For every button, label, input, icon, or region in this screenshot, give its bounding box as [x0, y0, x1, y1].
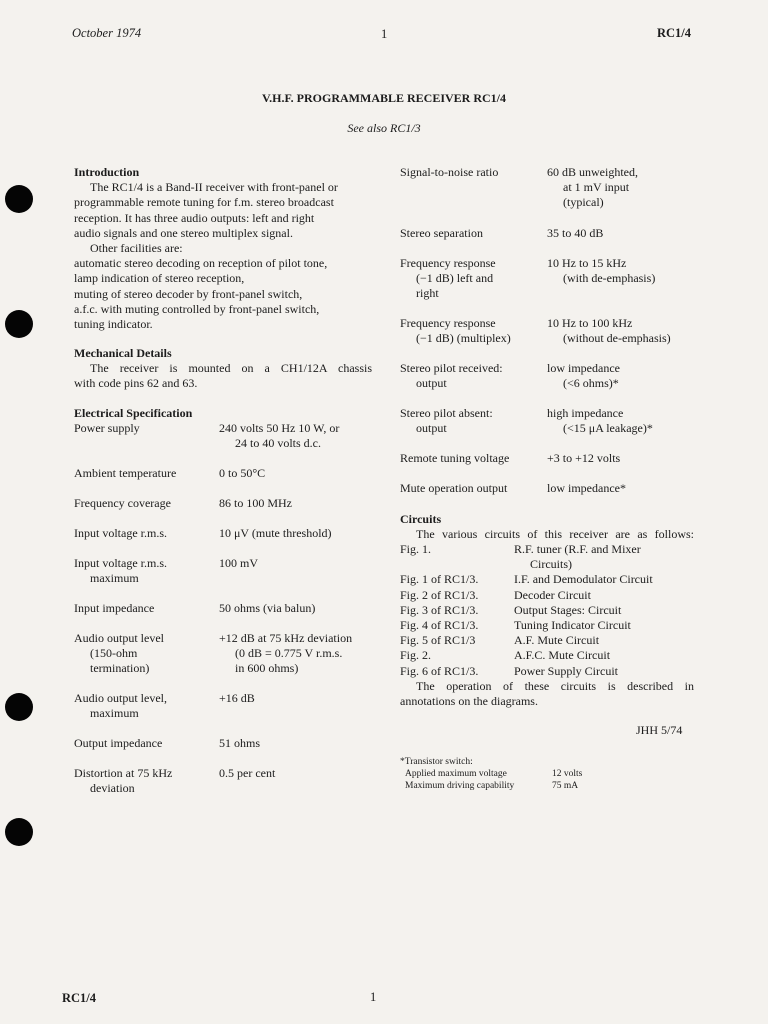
spec-value: [219, 631, 352, 677]
spec-label: [400, 361, 503, 391]
spec-label-line: maximum: [90, 706, 139, 721]
spec-label-line: Output impedance: [74, 736, 163, 750]
spec-value-line: +3 to +12 volts: [547, 451, 621, 465]
spec-value: [547, 316, 671, 346]
spec-value: [219, 466, 265, 481]
spec-label-line: right: [416, 286, 439, 301]
circuits-heading: Circuits: [400, 512, 442, 526]
introduction-heading: Introduction: [74, 165, 140, 179]
circuit-description: [514, 664, 618, 679]
spec-label: [74, 631, 164, 677]
spec-value-line: (<15 μA leakage)*: [563, 421, 653, 436]
circuit-description: [514, 648, 610, 663]
spec-label: [74, 691, 167, 721]
header-doc-code: RC1/4: [657, 26, 692, 40]
circuit-description: [514, 572, 653, 587]
spec-value-line: 35 to 40 dB: [547, 226, 604, 240]
facility-item: muting of stereo decoder by front-panel switch,: [74, 286, 303, 301]
circuit-description-line: A.F.C. Mute Circuit: [514, 648, 611, 663]
circuit-description-line: R.F. tuner (R.F. and Mixer: [514, 542, 641, 556]
header-page-number: 1: [381, 27, 388, 41]
intro-line: programmable remote tuning for f.m. stereo broadcast: [74, 195, 334, 210]
spec-label: [400, 406, 493, 436]
electrical-heading: Electrical Specification: [74, 406, 193, 420]
facility-item: automatic stereo decoding on reception of pilot tone,: [74, 256, 328, 271]
spec-label: [74, 556, 167, 586]
mechanical-heading: Mechanical Details: [74, 346, 172, 360]
spec-label-line: deviation: [90, 781, 135, 796]
spec-label: [74, 421, 140, 436]
spec-value-line: (without de-emphasis): [563, 331, 671, 346]
footnote-value: 75 mA: [552, 781, 579, 791]
circuit-description-line: Tuning Indicator Circuit: [514, 618, 631, 632]
spec-value: [219, 496, 292, 511]
spec-value-line: 51 ohms: [219, 736, 261, 750]
author-signature: JHH 5/74: [636, 723, 683, 737]
spec-label: [400, 481, 507, 496]
spec-label-line: Input voltage r.m.s.: [74, 556, 167, 570]
spec-label-line: Ambient temperature: [74, 466, 177, 480]
circuit-description: [514, 603, 621, 618]
document-title: V.H.F. PROGRAMMABLE RECEIVER RC1/4: [261, 91, 507, 105]
spec-label: [74, 736, 162, 751]
spec-label: [400, 451, 509, 466]
introduction-section: [74, 165, 372, 332]
punch-hole: [5, 310, 33, 338]
footnote-label: Applied maximum voltage: [405, 769, 507, 779]
spec-label-line: Remote tuning voltage: [400, 451, 510, 465]
spec-value: [219, 766, 275, 781]
spec-label-line: (−1 dB) left and: [416, 271, 494, 286]
intro-line: The RC1/4 is a Band-II receiver with front-panel or: [90, 180, 338, 195]
spec-label-line: Frequency response: [400, 316, 496, 330]
see-also-reference: See also RC1/3: [347, 121, 421, 135]
spec-label-line: Input voltage r.m.s.: [74, 526, 167, 540]
facility-item: lamp indication of stereo reception,: [74, 271, 245, 286]
spec-label-line: (−1 dB) (multiplex): [416, 331, 511, 346]
spec-value-line: low impedance*: [547, 481, 626, 495]
spec-value-line: low impedance: [547, 361, 620, 375]
circuit-figure-ref: Fig. 4 of RC1/3.: [400, 618, 479, 632]
spec-value-line: (typical): [563, 195, 604, 210]
circuit-figure-ref: Fig. 5 of RC1/3: [400, 633, 476, 648]
circuit-description-line: I.F. and Demodulator Circuit: [514, 572, 653, 587]
spec-label-line: Distortion at 75 kHz: [74, 766, 173, 780]
spec-value-line: 10 Hz to 15 kHz: [547, 256, 627, 270]
intro-line: audio signals and one stereo multiplex signal.: [74, 225, 293, 240]
circuit-description-line: Circuits): [530, 557, 572, 572]
circuits-intro: The various circuits of this receiver are as follows:: [416, 527, 694, 541]
spec-value: [219, 526, 332, 541]
circuits-closing: [400, 679, 694, 709]
spec-label-line: Mute operation output: [400, 481, 508, 495]
spec-value: [219, 421, 339, 451]
circuit-description-line: Power Supply Circuit: [514, 663, 618, 678]
footnote-label: Maximum driving capability: [405, 781, 515, 791]
spec-label: [400, 316, 511, 346]
spec-value-line: (<6 ohms)*: [563, 376, 619, 391]
spec-value-line: in 600 ohms): [235, 661, 299, 676]
closing-line: The operation of these circuits is described in: [416, 679, 694, 693]
spec-label-line: Frequency response: [400, 256, 496, 270]
spec-value-line: (with de-emphasis): [563, 271, 656, 286]
spec-label: [74, 601, 154, 616]
circuit-description-line: Output Stages: Circuit: [514, 602, 622, 617]
spec-value-line: 50 ohms (via balun): [219, 601, 316, 615]
intro-line: reception. It has three audio outputs: left and right: [74, 210, 315, 225]
footnote-value: 12 volts: [552, 769, 583, 779]
circuit-figure-ref: Fig. 2 of RC1/3.: [400, 587, 479, 602]
footer-doc-code: RC1/4: [62, 991, 97, 1005]
spec-label: [400, 165, 498, 180]
spec-value-line: +12 dB at 75 kHz deviation: [219, 631, 353, 645]
spec-label: [400, 256, 496, 302]
spec-value: [219, 691, 255, 706]
header-date: October 1974: [72, 26, 142, 40]
spec-label-line: Power supply: [74, 421, 140, 435]
spec-label-line: Stereo separation: [400, 226, 483, 240]
closing-line: annotations on the diagrams.: [400, 694, 538, 709]
spec-label-line: maximum: [90, 571, 139, 586]
spec-value-line: 86 to 100 MHz: [219, 496, 292, 510]
spec-value: [547, 226, 603, 241]
spec-label-line: Signal-to-noise ratio: [400, 165, 499, 179]
spec-label-line: output: [416, 421, 447, 436]
circuit-description: [514, 588, 591, 603]
spec-value-line: (0 dB = 0.775 V r.m.s.: [235, 646, 343, 661]
punch-hole: [5, 693, 33, 721]
footer-page-number: 1: [370, 990, 377, 1004]
punch-hole: [5, 185, 33, 213]
circuit-figure-ref: Fig. 3 of RC1/3.: [400, 602, 479, 617]
mechanical-line: The receiver is mounted on a CH1/12A chassis: [90, 361, 372, 376]
spec-label-line: Audio output level,: [74, 691, 167, 705]
spec-label-line: output: [416, 376, 447, 391]
circuit-figure-ref: Fig. 2.: [400, 648, 432, 663]
spec-label-line: Audio output level: [74, 631, 164, 645]
spec-label: [74, 526, 167, 541]
spec-value-line: at 1 mV input: [563, 180, 630, 195]
spec-value: [219, 556, 258, 571]
spec-label: [74, 496, 171, 511]
spec-value-line: +16 dB: [219, 691, 255, 705]
spec-label-line: Stereo pilot received:: [400, 361, 503, 375]
punch-hole: [5, 818, 33, 846]
spec-value-line: 100 mV: [219, 556, 258, 570]
spec-label-line: (150-ohm: [90, 646, 138, 661]
spec-value: [547, 361, 620, 391]
footnote-title: *Transistor switch:: [400, 757, 473, 767]
spec-label-line: Stereo pilot absent:: [400, 406, 493, 420]
spec-value: [547, 481, 626, 496]
mechanical-section: [74, 346, 372, 392]
spec-value: [547, 451, 620, 466]
spec-value-line: 0.5 per cent: [219, 766, 276, 780]
spec-value-line: 60 dB unweighted,: [547, 165, 638, 179]
spec-label: [400, 226, 483, 241]
circuit-description-line: Decoder Circuit: [514, 587, 591, 602]
circuit-figure-ref: Fig. 6 of RC1/3.: [400, 663, 479, 678]
spec-value: [547, 165, 638, 211]
spec-value-line: 10 μV (mute threshold): [219, 526, 332, 540]
circuit-description: [514, 633, 599, 648]
spec-value: [547, 406, 653, 436]
circuit-description: [514, 618, 631, 633]
spec-value-line: high impedance: [547, 406, 624, 420]
spec-value: [219, 736, 260, 751]
facility-item: tuning indicator.: [74, 317, 153, 332]
spec-value-line: 0 to 50°C: [219, 466, 266, 480]
spec-value-line: 24 to 40 volts d.c.: [235, 436, 321, 451]
spec-value-line: 240 volts 50 Hz 10 W, or: [219, 421, 340, 435]
spec-label-line: termination): [90, 661, 150, 676]
spec-value: [219, 601, 315, 616]
facility-item: a.f.c. with muting controlled by front-panel switch,: [74, 301, 320, 316]
spec-value-line: 10 Hz to 100 kHz: [547, 316, 633, 330]
circuit-description: [514, 542, 641, 572]
spec-label: [74, 766, 172, 796]
mechanical-line: with code pins 62 and 63.: [74, 376, 198, 391]
spec-value: [547, 256, 655, 286]
circuit-figure-ref: Fig. 1.: [400, 542, 432, 556]
circuit-figure-ref: Fig. 1 of RC1/3.: [400, 572, 479, 587]
intro-other-lead: Other facilities are:: [90, 241, 183, 256]
spec-label: [74, 466, 176, 481]
circuit-description-line: A.F. Mute Circuit: [514, 633, 600, 648]
spec-label-line: Input impedance: [74, 601, 155, 615]
spec-label-line: Frequency coverage: [74, 496, 171, 510]
